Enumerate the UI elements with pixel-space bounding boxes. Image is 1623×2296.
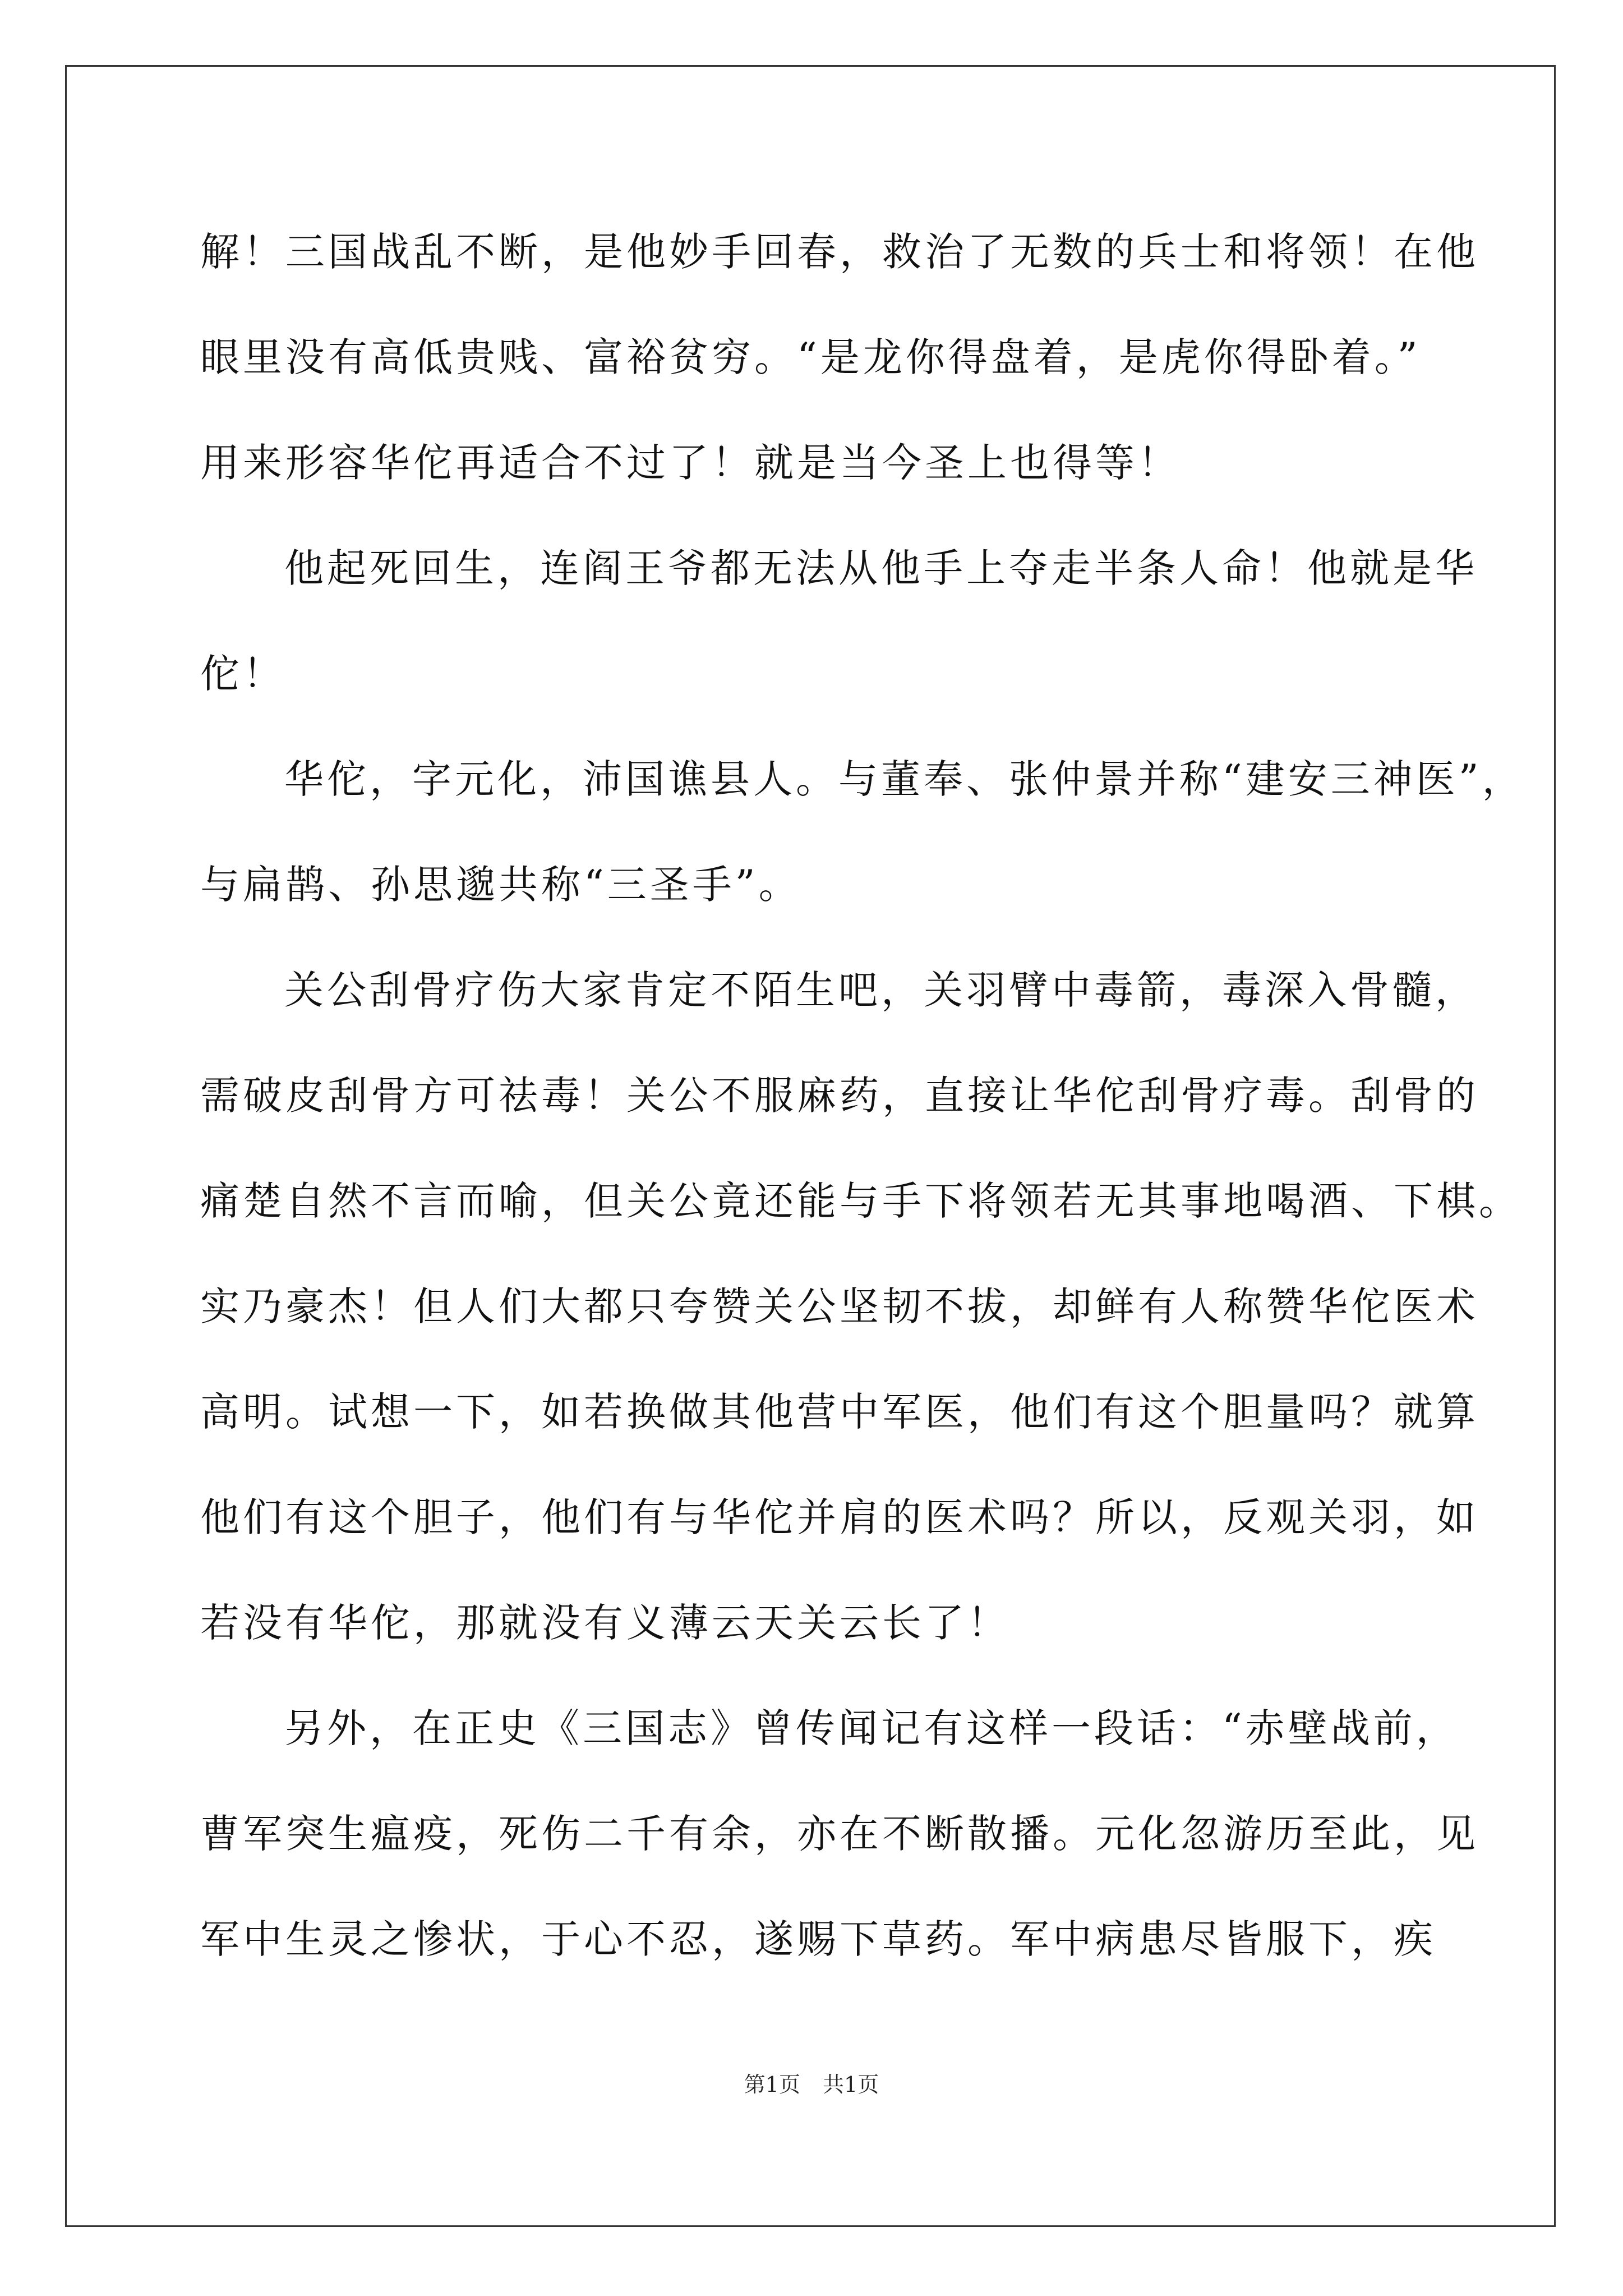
page-number: 第1页	[744, 2072, 800, 2097]
page-footer	[0, 2067, 1623, 2098]
text-line-16: 曹军突生瘟疫，死伤二千有余，亦在不断散播。元化忽游历至此，见	[200, 1811, 1479, 1857]
text-line-7: 与扁鹊、孙思邈共称“三圣手”。	[200, 862, 801, 908]
text-line-13: 他们有这个胆子，他们有与华佗并肩的医术吗？所以，反观关羽，如	[200, 1494, 1479, 1540]
text-line-5: 佗！	[200, 651, 285, 697]
text-line-2: 眼里没有高低贵贱、富裕贫穷。“是龙你得盘着，是虎你得卧着。”	[200, 334, 1421, 380]
text-line-8: 关公刮骨疗伤大家肯定不陌生吧，关羽臂中毒箭，毒深入骨髓，	[284, 967, 1478, 1013]
text-line-1: 解！三国战乱不断，是他妙手回春，救治了无数的兵士和将领！在他	[200, 229, 1479, 275]
document-body	[200, 199, 1525, 1992]
text-line-15: 另外，在正史《三国志》曾传闻记有这样一段话：“赤壁战前，	[284, 1705, 1459, 1751]
text-line-9: 需破皮刮骨方可祛毒！关公不服麻药，直接让华佗刮骨疗毒。刮骨的	[200, 1073, 1479, 1119]
text-line-10: 痛楚自然不言而喻，但关公竟还能与手下将领若无其事地喝酒、下棋。	[200, 1178, 1521, 1224]
text-line-14: 若没有华佗，那就没有义薄云天关云长了！	[200, 1600, 1010, 1646]
text-line-4: 他起死回生，连阎王爷都无法从他手上夺走半条人命！他就是华	[284, 545, 1478, 591]
text-line-12: 高明。试想一下，如若换做其他营中军医，他们有这个胆量吗？就算	[200, 1389, 1479, 1435]
page-total: 共1页	[823, 2072, 879, 2097]
text-line-11: 实乃豪杰！但人们大都只夸赞关公坚韧不拔，却鲜有人称赞华佗医术	[200, 1283, 1479, 1329]
text-line-3: 用来形容华佗再适合不过了！就是当今圣上也得等！	[200, 440, 1181, 486]
text-line-6: 华佗，字元化，沛国谯县人。与董奉、张仲景并称“建安三神医”，	[284, 756, 1525, 802]
text-line-17: 军中生灵之惨状，于心不忍，遂赐下草药。军中病患尽皆服下，疾	[200, 1916, 1436, 1962]
